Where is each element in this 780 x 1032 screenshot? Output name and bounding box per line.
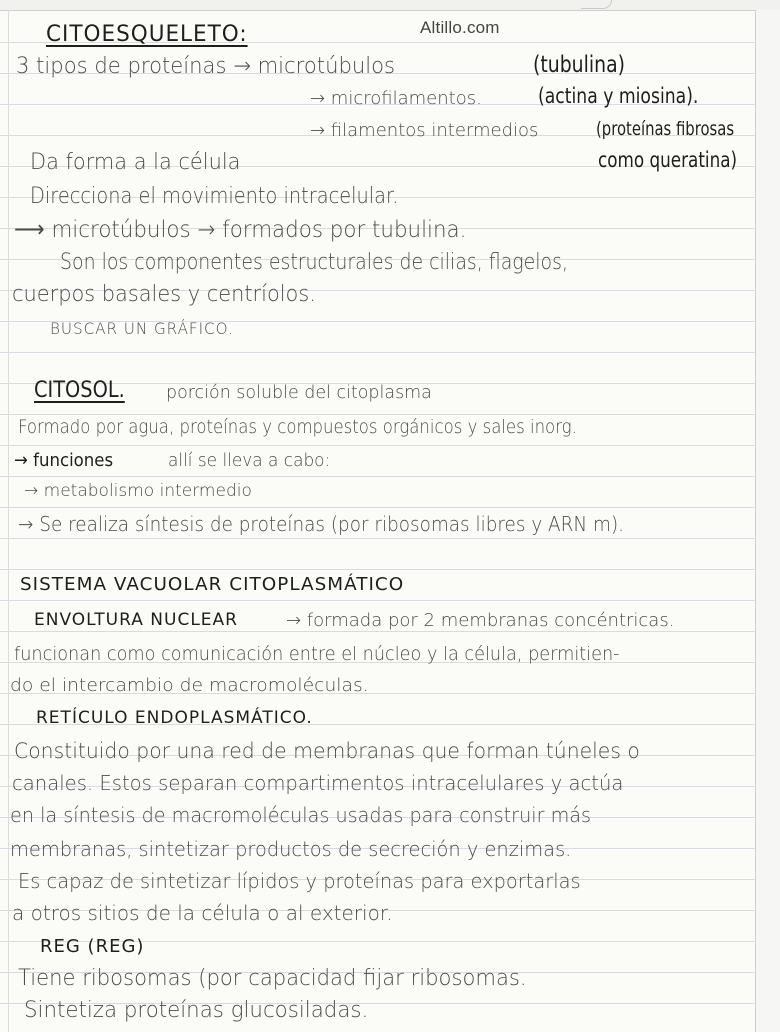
note-line: → funciones	[14, 450, 114, 471]
subheading-reticulo: RETÍCULO ENDOPLASMÁTICO.	[36, 708, 313, 728]
subheading-reg: REG (REG)	[40, 936, 145, 957]
subheading-envoltura-nuclear: ENVOLTURA NUCLEAR	[34, 610, 238, 630]
note-line: BUSCAR UN GRÁFICO.	[50, 319, 234, 338]
note-line: Formado por agua, proteínas y compuestos orgánicos y sales inorg.	[18, 416, 577, 438]
note-line: Es capaz de sintetizar lípidos y proteínas para exportarlas	[18, 869, 581, 893]
note-line: en la síntesis de macromoléculas usadas para construir más	[10, 803, 592, 827]
note-line: Tiene ribosomas (por capacidad fijar ribosomas.	[18, 966, 527, 991]
note-line: membranas, sintetizar productos de secreción y enzimas.	[10, 837, 572, 861]
note-line: canales. Estos separan compartimentos intracelulares y actúa	[12, 771, 624, 795]
heading-sistema-vacuolar: SISTEMA VACUOLAR CITOPLASMÁTICO	[20, 574, 405, 595]
margin-line	[8, 10, 9, 1032]
note-annotation: (actina y miosina).	[538, 84, 699, 108]
page-top-edge	[0, 0, 780, 11]
note-line: Sintetiza proteínas glucosiladas.	[24, 998, 369, 1023]
note-annotation: como queratina)	[598, 148, 738, 172]
watermark: Altillo.com	[420, 18, 500, 37]
page-curl	[581, 0, 612, 9]
note-line: → microfilamentos.	[310, 88, 482, 109]
note-line: → Se realiza síntesis de proteínas (por ribosomas libres y ARN m).	[18, 512, 624, 536]
note-line: ⟶ microtúbulos → formados por tubulina.	[14, 217, 467, 243]
note-line: Direcciona el movimiento intracelular.	[30, 184, 399, 209]
heading-citosol: CITOSOL.	[34, 378, 125, 403]
note-line: cuerpos basales y centríolos.	[12, 282, 316, 307]
note-line: Da forma a la célula	[30, 150, 241, 175]
note-annotation: (proteínas fibrosas	[596, 118, 735, 140]
note-line: 3 tipos de proteínas → microtúbulos	[16, 54, 396, 79]
note-line: → filamentos intermedios	[310, 120, 539, 141]
note-line: Constituido por una red de membranas que forman túneles o	[14, 739, 640, 763]
note-line: Son los componentes estructurales de cilias, flagelos,	[60, 250, 569, 275]
note-line: porción soluble del citoplasma	[166, 382, 432, 403]
note-line: funcionan como comunicación entre el núcleo y la célula, permitien-	[14, 643, 620, 665]
note-line: a otros sitios de la célula o al exterior.	[12, 901, 393, 925]
note-annotation: (tubulina)	[533, 52, 625, 78]
note-line: → formada por 2 membranas concéntricas.	[286, 610, 675, 631]
note-line: allí se lleva a cabo:	[168, 450, 331, 471]
page-right-edge	[755, 10, 780, 1032]
note-line: do el intercambio de macromoléculas.	[10, 675, 369, 696]
heading-citoesqueleto: CITOESQUELETO:	[46, 22, 248, 47]
note-line: → metabolismo intermedio	[24, 481, 252, 501]
